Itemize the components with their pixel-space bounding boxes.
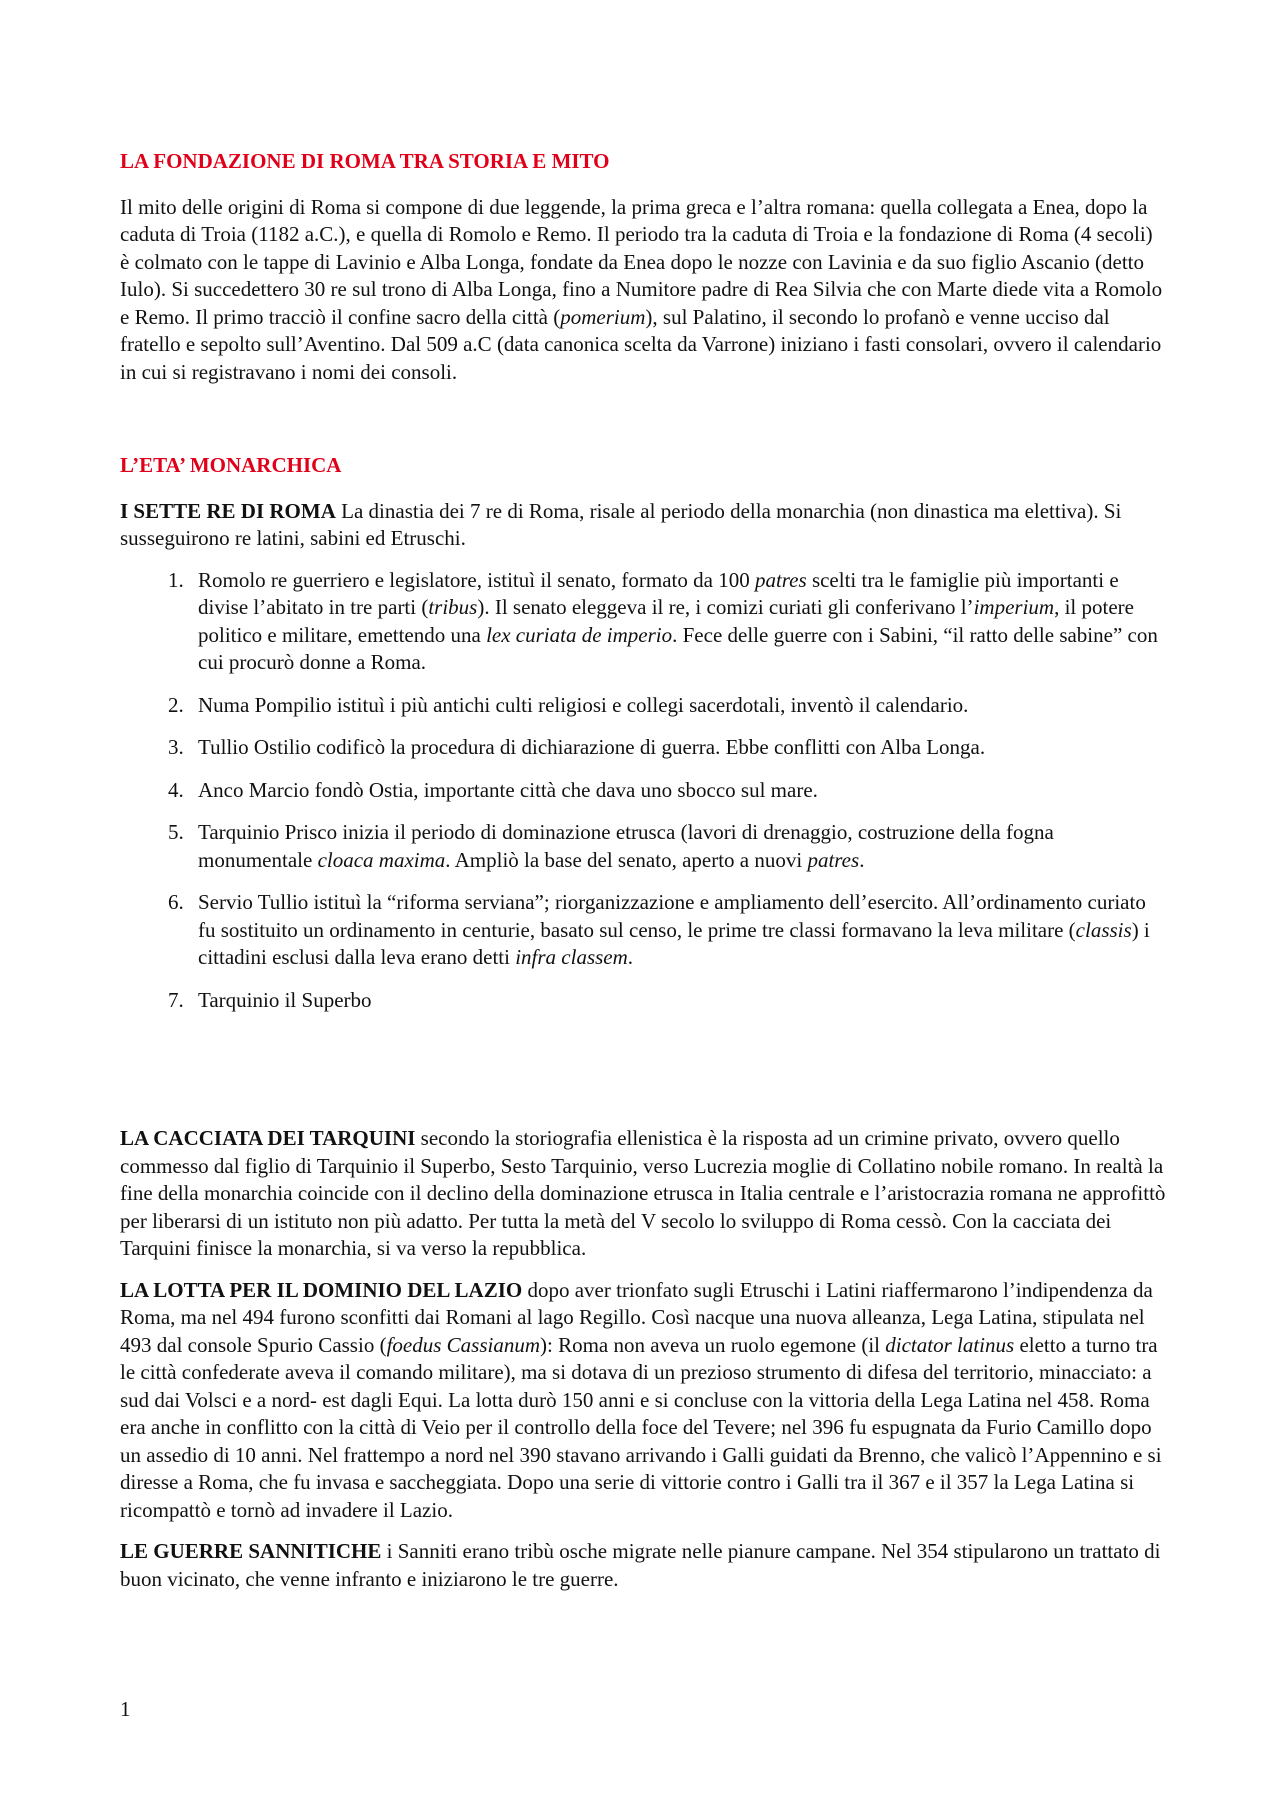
section-heading-monarchia: L’ETA’ MONARCHICA <box>120 453 342 477</box>
list-number: 4. <box>168 777 184 802</box>
italic-term: tribus <box>428 595 478 619</box>
text-run: . Fece delle guerre con i Sabini, “il ratto delle sabine” con cui procurò donne a Roma. <box>198 622 1158 674</box>
paragraph-lazio <box>120 1277 1166 1525</box>
list-item-king <box>120 692 1166 720</box>
text-run: . Ampliò la base del senato, aperto a nuovi <box>445 847 808 872</box>
paragraph-sannitiche <box>120 1538 1166 1593</box>
text-run: Tullio Ostilio codificò la procedura di dichiarazione di guerra. Ebbe conflitti con Alba Longa. <box>198 735 986 759</box>
text-run: . <box>859 847 865 872</box>
section-heading-fondazione: LA FONDAZIONE DI ROMA TRA STORIA E MITO <box>120 149 610 173</box>
list-number: 1. <box>168 567 184 592</box>
page-number: 1 <box>120 1697 131 1721</box>
list-item-king <box>120 819 1166 874</box>
list-item-king <box>120 987 1166 1015</box>
lead-tarquini: LA CACCIATA DEI TARQUINI <box>120 1126 416 1150</box>
italic-term: dictator latinus <box>885 1332 1015 1357</box>
text-run: Tarquinio il Superbo <box>198 987 372 1012</box>
text-run: dopo aver trionfato sugli Etruschi i Latini riaffermarono l’indipendenza da Roma, ma nel 494 furono sconfitti dai Romani al lago Regillo. Così nacque una nuova alleanza, Lega Latina, stipulata nel 493 dal console Spurio Cassio ( <box>120 1277 1153 1357</box>
kings-list <box>120 567 1166 1015</box>
text-run: secondo la storiografia ellenistica è la risposta ad un crimine privato, ovvero quello commesso dal figlio di Tarquinio il Superbo, Sesto Tarquinio, verso Lucrezia moglie di Collatino nobile romano. In realtà la fine della monarchia coincide con il declino della dominazione etrusca in Italia centrale e l’aristocrazia romana ne approfittò per liberarsi di un istituto non più adatto. Per tutta la metà del V secolo lo sviluppo di Roma cessò. Con la cacciata dei Tarquini finisce la monarchia, si va verso la repubblica. <box>120 1126 1166 1260</box>
text-run: ). Il senato eleggeva il re, i comizi curiati gli conferivano l’ <box>477 595 974 619</box>
italic-term: imperium <box>973 595 1055 619</box>
list-item-king <box>120 567 1166 677</box>
list-item-text <box>198 987 1166 1015</box>
lead-sette-re: I SETTE RE DI ROMA <box>120 498 336 523</box>
list-number: 7. <box>168 987 184 1012</box>
list-number: 2. <box>168 692 184 717</box>
text-run: , il potere politico e militare, emettendo una <box>198 595 1134 647</box>
text-run: scelti tra le famiglie più importanti e divise l’abitato in tre parti ( <box>198 567 1119 619</box>
italic-term: foedus Cassianum <box>386 1332 540 1357</box>
lead-sannitiche: LE GUERRE SANNITICHE <box>120 1539 382 1563</box>
italic-term: patres <box>807 847 860 872</box>
text-run: ): Roma non aveva un ruolo egemone (il <box>540 1332 886 1357</box>
list-item-king <box>120 734 1166 762</box>
list-item-text <box>198 692 1166 720</box>
text-run: eletto a turno tra le città confederate aveva il comando militare), ma si dotava di un prezioso strumento di difesa del territorio, minacciato: a sud dai Volsci e a nord- est dagli Equi. La lotta durò 150 anni e si concluse con la vittoria della Lega Latina nel 458. Roma era anche in conflitto con la città di Veio per il controllo della foce del Tevere; nel 396 fu espugnata da Furio Camillo dopo un assedio di 10 anni. Nel frattempo a nord nel 390 stavano arrivando i Galli guidati da Brenno, che valicò l’Appennino e si diresse a Roma, che fu invasa e saccheggiata. Dopo una serie di vittorie contro i Galli tra il 367 e il 357 la Lega Latina si ricompattò e tornò ad invadere il Lazio. <box>120 1332 1162 1522</box>
text-run: Il mito delle origini di Roma si compone di due leggende, la prima greca e l’altra romana: quella collegata a Enea, dopo la caduta di Troia (1182 a.C.), e quella di Romolo e Remo. Il periodo tra la caduta di Troia e la fondazione di Roma (4 secoli) è colmato con le tappe di Lavinio e Alba Longa, fondate da Enea dopo le nozze con Lavinia e da suo figlio Ascanio (detto Iulo). Si succedettero 30 re sul trono di Alba Longa, fino a Numitore padre di Rea Silvia che con Marte diede vita a Romolo e Remo. Il primo tracciò il confine sacro della città ( <box>120 194 1163 329</box>
list-number: 6. <box>168 890 184 914</box>
lead-lazio: LA LOTTA PER IL DOMINIO DEL LAZIO <box>120 1277 523 1302</box>
intro-text: La dinastia dei 7 re di Roma, risale al periodo della monarchia (non dinastica ma elettiva). Si susseguirono re latini, sabini ed Etruschi. <box>120 498 1122 550</box>
lazio-text <box>120 1278 1162 1522</box>
text-run: Anco Marcio fondò Ostia, importante città che dava uno sbocco sul mare. <box>198 777 818 802</box>
text-run: Tarquinio Prisco inizia il periodo di dominazione etrusca (lavori di drenaggio, costruzione della fogna monumentale <box>198 820 1054 872</box>
list-item-text <box>198 777 1166 805</box>
italic-term: patres <box>754 567 807 592</box>
text-run: i Sanniti erano tribù osche migrate nelle pianure campane. Nel 354 stipularono un trattato di buon vicinato, che venne infranto e iniziarono le tre guerre. <box>120 1539 1161 1591</box>
paragraph-tarquini <box>120 1125 1166 1263</box>
text-run: Servio Tullio istituì la “riforma serviana”; riorganizzazione e ampliamento dell’esercito. All’ordinamento curiato fu sostituito un ordinamento in centurie, basato sul censo, le prime tre classi formavano la leva militare ( <box>198 890 1146 942</box>
list-item-text <box>198 734 1166 762</box>
italic-term: lex curiata de imperio <box>486 622 673 647</box>
document-page <box>120 148 1166 1607</box>
text-run: ) i cittadini esclusi dalla leva erano detti <box>198 917 1150 969</box>
paragraph-mito <box>120 194 1166 387</box>
list-item-king <box>120 777 1166 805</box>
list-number: 3. <box>168 735 184 759</box>
italic-term: cloaca maxima <box>317 847 446 872</box>
list-item-text <box>198 567 1166 677</box>
italic-term: pomerium <box>560 304 646 329</box>
text-run: Numa Pompilio istituì i più antichi culti religiosi e collegi sacerdotali, inventò il calendario. <box>198 692 969 717</box>
text-run: . <box>627 945 634 969</box>
list-item-king <box>120 889 1166 972</box>
list-item-text <box>198 889 1166 972</box>
text-run: ), sul Palatino, il secondo lo profanò e venne ucciso dal fratello e sepolto sull’Aventino. Dal 509 a.C (data canonica scelta da Varrone) iniziano i fasti consolari, ovvero il calendario in cui si registravano i nomi dei consoli. <box>120 304 1162 384</box>
text-run: Romolo re guerriero e legislatore, istituì il senato, formato da 100 <box>198 567 755 592</box>
list-number: 5. <box>168 820 184 844</box>
italic-term: classis <box>1075 917 1132 942</box>
paragraph-sette-re <box>120 498 1166 553</box>
italic-term: infra classem <box>515 945 628 969</box>
list-item-text <box>198 819 1166 874</box>
